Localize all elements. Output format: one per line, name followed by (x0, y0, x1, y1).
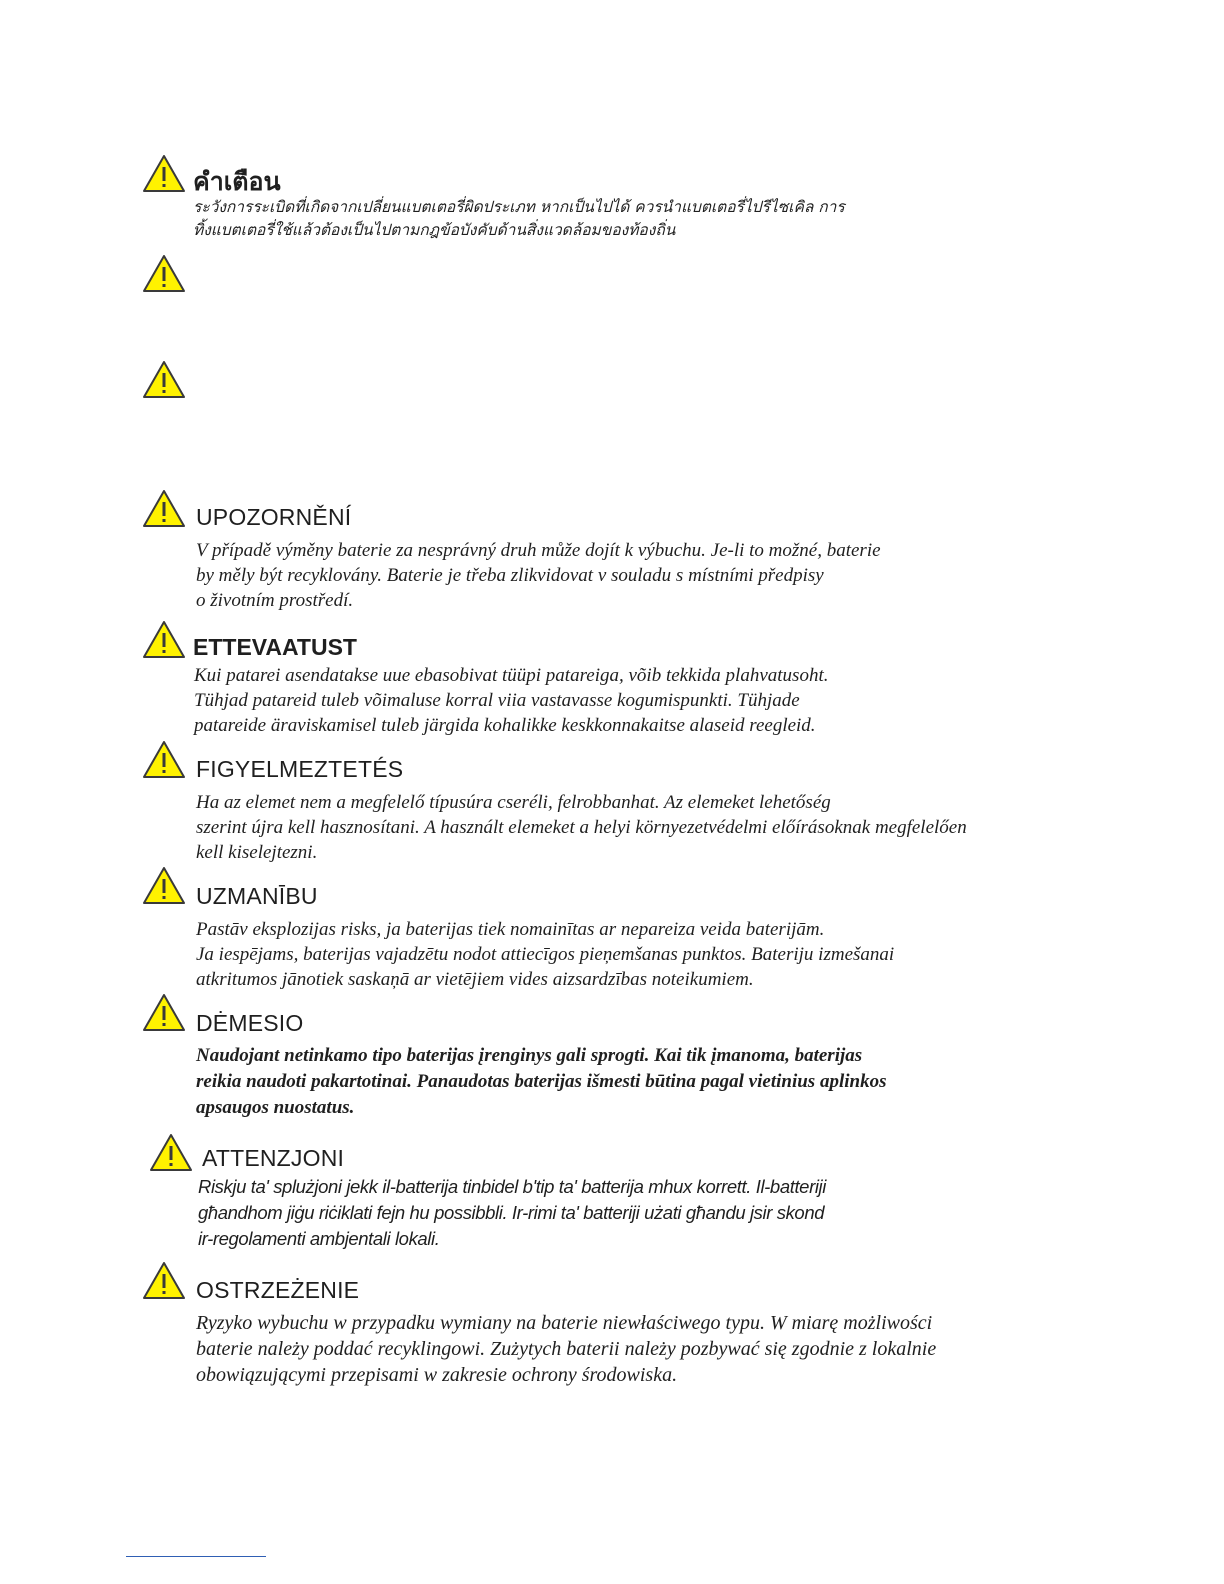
warning-line: għandhom jiġu riċiklati fejn hu possibbli. Ir-rimi ta' batteriji użati għandu jsir skond (198, 1202, 825, 1223)
warning-text-czech (196, 538, 881, 613)
warning-line: Ja iespējams, baterijas vajadzētu nodot attiecīgos pieņemšanas punktos. Bateriju izmešanai (196, 944, 895, 965)
warning-triangle-icon (142, 254, 186, 294)
warning-line: Ha az elemet nem a megfelelő típusúra cseréli, felrobbanhat. Az elemeket lehetőség (196, 792, 831, 813)
warning-text-thai (193, 196, 845, 242)
warning-text-hungarian (196, 790, 967, 865)
warning-triangle-icon (142, 866, 186, 906)
warning-triangle-icon (142, 489, 186, 529)
warning-line: atkritumos jānotiek saskaņā ar vietējiem vides aizsardzības noteikumiem. (196, 969, 754, 990)
warning-text-maltese (198, 1174, 826, 1252)
warning-line: apsaugos nuostatus. (196, 1097, 355, 1118)
warning-triangle-icon (142, 360, 186, 400)
warning-line: obowiązującymi przepisami w zakresie ochrony środowiska. (196, 1364, 678, 1386)
warning-line: Pastāv eksplozijas risks, ja baterijas tiek nomainītas ar nepareiza veida baterijām. (196, 919, 825, 940)
warning-text-estonian (194, 663, 828, 738)
warning-heading-maltese: ATTENZJONI (202, 1145, 345, 1171)
warning-line: by měly být recyklovány. Baterie je třeba zlikvidovat v souladu s místními předpisy (196, 565, 824, 586)
warning-triangle-icon (142, 620, 186, 660)
warning-line: Ryzyko wybuchu w przypadku wymiany na baterie niewłaściwego typu. W miarę możliwości (196, 1312, 933, 1334)
warning-triangle-icon (142, 154, 186, 194)
warning-line: o životním prostředí. (196, 590, 354, 611)
warning-line: Kui patarei asendatakse uue ebasobivat tüüpi patareiga, võib tekkida plahvatusoht. (194, 665, 829, 686)
warning-heading-czech: UPOZORNĚNÍ (196, 504, 352, 530)
warning-triangle-icon (142, 993, 186, 1033)
warning-text-polish (196, 1310, 936, 1388)
warning-triangle-icon (142, 740, 186, 780)
warning-heading-hungarian: FIGYELMEZTETÉS (196, 756, 404, 782)
warning-triangle-icon (149, 1133, 193, 1173)
warning-line: Riskju ta' splużjoni jekk il-batterija tinbidel b'tip ta' batterija mhux korrett. Il-batteriji (198, 1176, 826, 1197)
warning-line: V případě výměny baterie za nesprávný druh může dojít k výbuchu. Je-li to možné, baterie (196, 540, 881, 561)
warning-line: patareide äraviskamisel tuleb järgida kohalikke keskkonnakaitse alaseid reegleid. (194, 715, 816, 736)
warning-line: baterie należy poddać recyklingowi. Zużytych baterii należy pozbywać się zgodnie z lokalnie (196, 1338, 937, 1360)
warning-heading-latvian: UZMANĪBU (196, 883, 318, 909)
warning-line: kell kiselejtezni. (196, 842, 318, 863)
warning-heading-lithuanian: DĖMESIO (196, 1010, 304, 1036)
warning-line: Naudojant netinkamo tipo baterijas įrenginys gali sprogti. Kai tik įmanoma, baterijas (196, 1045, 863, 1066)
warning-heading-thai: คำเตือน (193, 167, 281, 196)
warning-line: Tühjad patareid tuleb võimaluse korral viia vastavasse kogumispunkti. Tühjade (194, 690, 800, 711)
warning-heading-estonian: ETTEVAATUST (193, 634, 357, 660)
warning-line: szerint újra kell hasznosítani. A használt elemeket a helyi környezetvédelmi előírásoknak megfelelően (196, 817, 967, 838)
warning-triangle-icon (142, 1261, 186, 1301)
warning-line: reikia naudoti pakartotinai. Panaudotas baterijas išmesti būtina pagal vietinius aplinkos (196, 1071, 887, 1092)
warning-text-latvian (196, 917, 894, 992)
warning-text-lithuanian (196, 1043, 886, 1121)
warning-line: ระวังการระเบิดที่เกิดจากเปลี่ยนแบตเตอรี่ผิดประเภท หากเป็นไปได้ ควรนำแบตเตอรี่ไปรีไซเคิล การ (193, 198, 845, 216)
warning-line: ir-regolamenti ambjentali lokali. (198, 1228, 440, 1249)
warning-line: ทิ้งแบตเตอรี่ใช้แล้วต้องเป็นไปตามกฎข้อบังคับด้านสิ่งแวดล้อมของท้องถิ่น (193, 221, 676, 239)
warning-heading-polish: OSTRZEŻENIE (196, 1277, 360, 1303)
footnote-rule (126, 1556, 266, 1557)
